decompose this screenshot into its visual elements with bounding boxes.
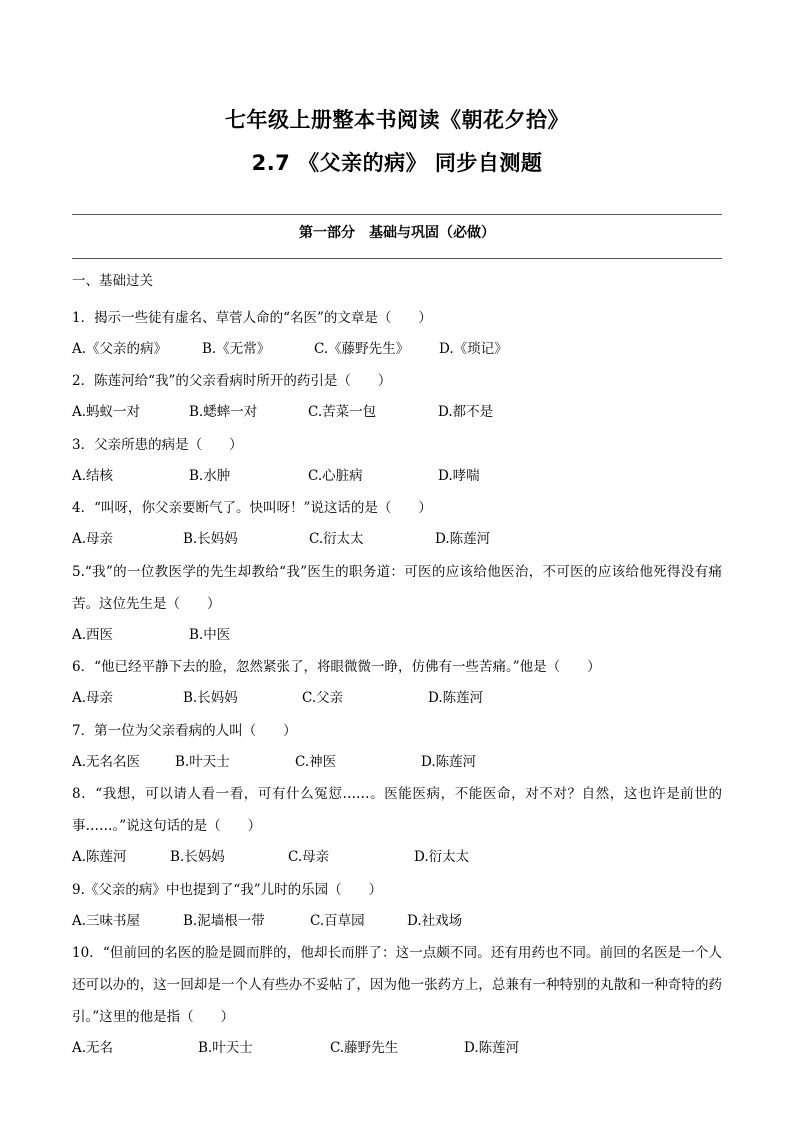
question-text: 4．“叫呀，你父亲要断气了。快叫呀！”说这话的是（ ） xyxy=(72,500,432,516)
option-d: D.衍太太 xyxy=(414,849,470,865)
question-8 xyxy=(72,778,722,874)
option-b: B.水肿 xyxy=(189,467,231,484)
question-text: 3．父亲所患的病是（ ） xyxy=(72,436,243,453)
options-row xyxy=(72,906,722,938)
option-d: D.社戏场 xyxy=(407,912,463,929)
question-text: 7．第一位为父亲看病的人叫（ ） xyxy=(72,722,297,739)
question-text: 1．揭示一些徒有虚名、草菅人命的“名医”的文章是（ ） xyxy=(72,309,432,326)
question-6 xyxy=(72,651,722,715)
option-b: B.长妈妈 xyxy=(170,849,225,865)
option-d: D.《琐记》 xyxy=(439,340,508,357)
options-row xyxy=(72,1033,722,1065)
option-b: B.长妈妈 xyxy=(183,531,238,547)
option-b: B.中医 xyxy=(189,626,231,643)
option-d: D.陈莲河 xyxy=(464,1040,520,1056)
option-a: A.《父亲的病》 xyxy=(72,340,168,357)
section-divider-bottom xyxy=(72,258,722,259)
question-text: 2．陈莲河给“我”的父亲看病时所开的药引是（ ） xyxy=(72,373,392,389)
option-a: A.西医 xyxy=(72,626,114,643)
question-list xyxy=(72,270,722,1065)
question-7 xyxy=(72,715,722,779)
section-title: 第一部分 基础与巩固（必做） xyxy=(299,225,495,241)
option-c: C.苦菜一包 xyxy=(308,404,377,420)
option-d: D.都不是 xyxy=(438,404,494,420)
option-a: A.无名 xyxy=(72,1040,114,1056)
option-b: B.叶天士 xyxy=(175,753,230,770)
question-text: 8．“我想，可以请人看一看，可有什么冤愆……。医能医病，不能医命，对不对？自然，这也许是前世的事……。”说这句话的是（ ） xyxy=(72,786,722,834)
option-d: D.哮喘 xyxy=(438,467,480,484)
question-text: 10．“但前回的名医的脸是圆而胖的，他却长而胖了：这一点颇不同。还有用药也不同。前回的名医是一个人还可以办的，这一回却是一个人有些办不妥帖了，因为他一张药方上，总兼有一种特别的丸散和一种奇特的药引。”这里的他是指（ ） xyxy=(72,945,722,1025)
question-5 xyxy=(72,556,722,652)
option-d: D.陈莲河 xyxy=(428,690,484,706)
option-d: D.陈莲河 xyxy=(435,531,491,547)
option-c: C.《藤野先生》 xyxy=(314,340,410,357)
options-row xyxy=(72,620,722,652)
question-text: 6．“他已经平静下去的脸，忽然紧张了，将眼微微一睁，仿佛有一些苦痛。”他是（ ） xyxy=(72,659,601,675)
option-a: A.三味书屋 xyxy=(72,912,141,929)
question-10 xyxy=(72,937,722,1065)
option-c: C.藤野先生 xyxy=(330,1040,399,1056)
option-c: C.百草园 xyxy=(310,912,365,929)
question-text: 5.“我”的一位教医学的先生却教给“我”医生的职务道：可医的应该给他医治，不可医的应该给他死得没有痛苦。这位先生是（ ） xyxy=(72,563,722,612)
option-d: D.陈莲河 xyxy=(421,753,477,770)
option-a: A.无名名医 xyxy=(72,753,141,770)
option-b: B.《无常》 xyxy=(202,340,271,357)
question-2 xyxy=(72,365,722,429)
options-row xyxy=(72,524,722,556)
option-c: C.神医 xyxy=(295,753,337,770)
options-row xyxy=(72,334,722,366)
question-3 xyxy=(72,429,722,493)
section-divider-top xyxy=(72,214,722,215)
option-a: A.母亲 xyxy=(72,690,114,706)
question-1 xyxy=(72,302,722,366)
option-c: C.衍太太 xyxy=(309,531,364,547)
document-title: 七年级上册整本书阅读《朝花夕拾》 xyxy=(225,108,569,132)
question-9 xyxy=(72,874,722,938)
option-b: B.蟋蟀一对 xyxy=(189,404,258,420)
question-4 xyxy=(72,492,722,556)
option-b: B.叶天士 xyxy=(198,1040,253,1056)
option-c: C.心脏病 xyxy=(308,467,363,484)
options-row xyxy=(72,842,722,874)
document-subtitle: 2.7 《父亲的病》 同步自测题 xyxy=(251,151,543,175)
part-heading: 一、基础过关 xyxy=(72,273,153,289)
option-c: C.母亲 xyxy=(288,849,330,865)
options-row xyxy=(72,461,722,493)
option-b: B.泥墙根一带 xyxy=(183,912,265,929)
option-a: A.蚂蚁一对 xyxy=(72,404,141,420)
option-b: B.长妈妈 xyxy=(183,690,238,706)
options-row xyxy=(72,397,722,429)
option-a: A.结核 xyxy=(72,467,114,484)
options-row xyxy=(72,747,722,779)
question-text: 9.《父亲的病》中也提到了“我”儿时的乐园（ ） xyxy=(72,881,383,898)
options-row xyxy=(72,683,722,715)
option-c: C.父亲 xyxy=(302,690,344,706)
option-a: A.陈莲河 xyxy=(72,849,127,865)
option-a: A.母亲 xyxy=(72,531,114,547)
